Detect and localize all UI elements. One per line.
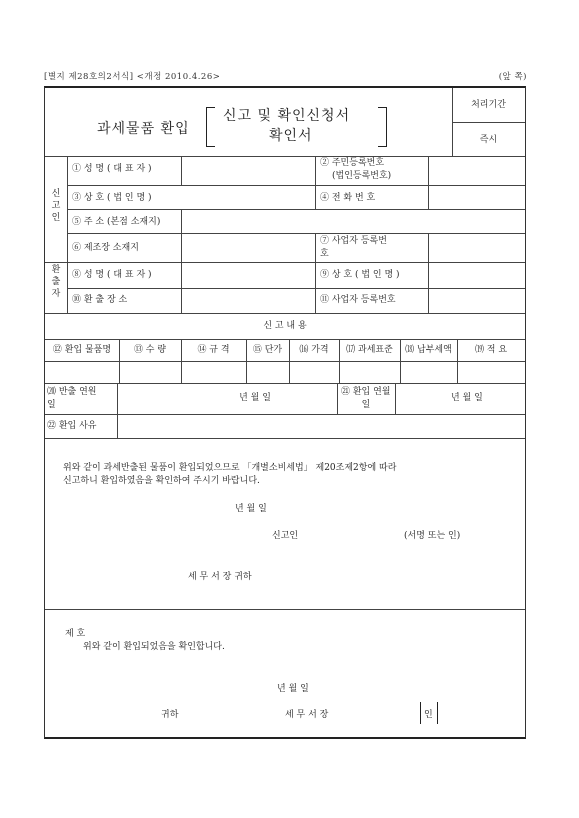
form-number: [별지 제28호의2서식] <개정 2010.4.26>: [44, 72, 221, 82]
return-date-value: 년 월 일: [451, 393, 483, 403]
address-label: ⑤ 주 소 (본점 소재지): [72, 217, 161, 227]
col-item-name: ⑫ 환입 물품명: [52, 345, 112, 355]
declaration-text-2: 신고하니 환입하였음을 확인하여 주시기 바랍니다.: [63, 476, 260, 486]
col-quantity: ⑬ 수 량: [133, 345, 167, 355]
col-price: ⒃ 가격: [299, 345, 329, 355]
title-bracket-right: [378, 107, 387, 147]
phone-label: ④ 전 화 번 호: [320, 193, 376, 203]
return-date-label: ㉑ 환입 연월: [341, 387, 391, 397]
reporter-name-label: ① 성 명 ( 대 표 자 ): [72, 164, 152, 174]
report-form: [44, 86, 526, 739]
title-bracket-left: [206, 107, 215, 147]
business-number-label: ⑦ 사업자 등록번: [320, 236, 387, 246]
form-title: 과세물품 환입: [97, 121, 190, 137]
ship-date-label-cont: 일: [47, 400, 56, 410]
col-tax-amount: ⒅ 납부세액: [405, 345, 452, 355]
business-number-label-cont: 호: [320, 249, 329, 259]
reporter-label: 신고인: [272, 531, 299, 541]
confirmation-text: 위와 같이 환입되었음을 확인합니다.: [83, 642, 225, 652]
content-heading: 신 고 내 용: [263, 321, 307, 331]
col-unit-price: ⑮ 단가: [252, 345, 283, 355]
processing-period-label: 처리기간: [471, 100, 506, 110]
signature-label: (서명 또는 인): [404, 531, 461, 541]
ship-date-label: ⒇ 반출 연원: [47, 387, 97, 397]
processing-period-value: 즉시: [479, 135, 498, 145]
resident-number-label: ② 주민등록번호: [320, 158, 385, 168]
confirmation-recipient: 귀하: [161, 710, 179, 720]
form-title-line1: 신고 및 확인신청서: [223, 108, 351, 124]
returner-name-label: ⑧ 성 명 ( 대 표 자 ): [72, 270, 152, 280]
col-tax-base: ⒄ 과세표준: [346, 345, 393, 355]
returner-trade-name-label: ⑨ 상 호 ( 법 인 명 ): [320, 270, 400, 280]
corp-number-label: (법인등록번호): [332, 171, 392, 181]
col-remarks: ⒆ 적 요: [474, 345, 508, 355]
returner-business-number-label: ⑪ 사업자 등록번호: [320, 295, 396, 305]
seal-label: 인: [424, 710, 433, 720]
return-reason-label: ㉒ 환입 사유: [47, 421, 97, 431]
reporter-section-label: 신 고 인: [51, 189, 61, 224]
reporter-trade-name-label: ③ 상 호 ( 법 인 명 ): [72, 193, 152, 203]
tax-office-head: 세 무 서 장: [285, 710, 329, 720]
ship-date-value: 년 월 일: [239, 393, 271, 403]
col-spec: ⑭ 규 격: [197, 345, 230, 355]
declaration-text-1: 위와 같이 과세반출된 물품이 환입되었으므로 「개별소비세법」 제20조제2항에 따라: [63, 463, 397, 473]
page-side: (앞 쪽): [498, 72, 527, 82]
declaration-date: 년 월 일: [235, 504, 267, 514]
declaration-recipient: 세 무 서 장 귀하: [188, 572, 252, 582]
returner-section-label: 환 출 자: [51, 265, 61, 300]
confirmation-number-label: 제 호: [65, 629, 86, 639]
return-date-label-cont: 일: [361, 400, 371, 410]
confirmation-date: 년 월 일: [277, 684, 309, 694]
return-place-label: ⑩ 환 출 장 소: [72, 295, 128, 305]
form-title-line2: 확인서: [269, 128, 313, 144]
factory-location-label: ⑥ 제조장 소재지: [72, 243, 139, 253]
